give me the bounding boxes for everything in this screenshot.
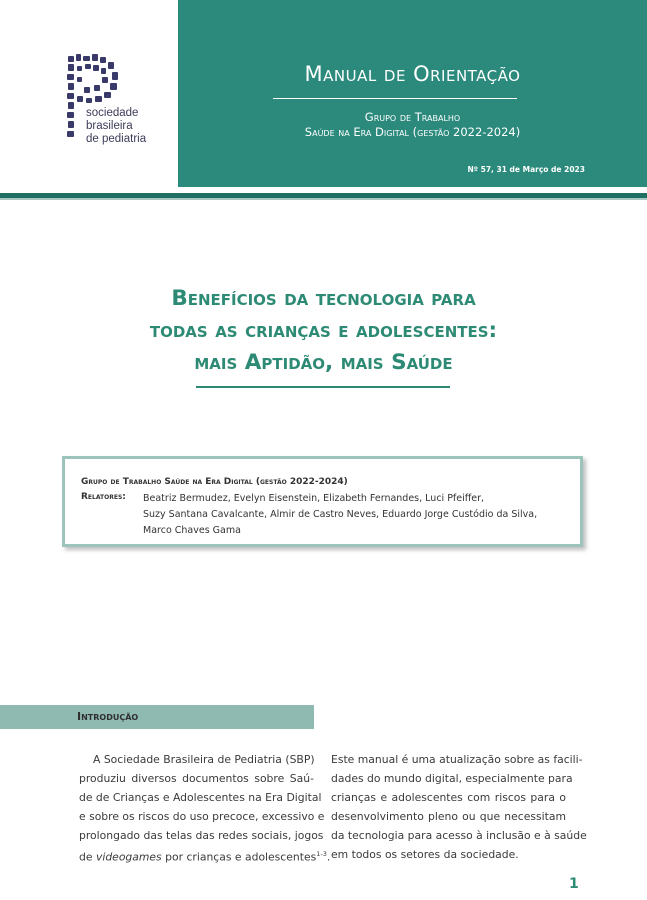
logo-line-1: sociedade — [86, 107, 139, 119]
authors-line-2: Suzy Santana Cavalcante, Almir de Castro Neves, Eduardo Jorge Custódio da Silva, — [143, 509, 538, 520]
page-number: 1 — [569, 876, 579, 892]
manual-title: Manual de Orientação — [304, 62, 521, 86]
right-line-2: dades do mundo digital, especialmente para — [331, 772, 573, 785]
rapporteurs-label: Relatores: — [81, 492, 126, 502]
authors-line-3: Marco Chaves Gama — [143, 525, 241, 536]
right-line-3: crianças e adolescentes com riscos para o — [331, 791, 566, 804]
intro-left-column — [79, 750, 331, 867]
title-underline — [196, 386, 450, 388]
logo-line-3: de pediatria — [86, 133, 147, 145]
right-line-4: desenvolvimento pleno ou que necessitam — [331, 810, 566, 823]
document-title — [0, 283, 647, 379]
intro-heading: Introdução — [77, 710, 139, 723]
edition-date: Nº 57, 31 de Março de 2023 — [467, 165, 585, 174]
left-line-6 — [79, 845, 331, 867]
intro-right-column — [331, 750, 587, 864]
authors-line-1: Beatriz Bermudez, Evelyn Eisenstein, Elizabeth Fernandes, Luci Pfeiffer, — [143, 493, 485, 504]
left-line-6-post: por crianças e adolescentes — [161, 850, 317, 864]
group-line-2: Saúde na Era Digital (gestão 2022-2024) — [304, 125, 521, 139]
sbp-logo — [62, 52, 172, 147]
videogames-term: videogames — [95, 850, 162, 864]
left-line-1: A Sociedade Brasileira de Pediatria (SBP) — [93, 753, 315, 766]
rapporteurs-names — [143, 491, 537, 539]
working-group: Grupo de Trabalho Saúde na Era Digital (gestão 2022-2024) — [81, 477, 348, 487]
right-line-1: Este manual é uma atualização sobre as facili- — [331, 753, 583, 766]
left-line-3: de de Crianças e Adolescentes na Era Digital — [79, 791, 322, 804]
intro-heading-bar — [0, 705, 314, 729]
left-line-2: produziu diversos documentos sobre Saú- — [79, 772, 314, 785]
title-line-1: Benefícios da tecnologia para — [171, 286, 476, 311]
left-line-5: prolongado das telas das redes sociais, jogos — [79, 829, 324, 842]
title-line-2: todas as crianças e adolescentes: — [149, 318, 498, 343]
header-band-light — [0, 198, 647, 200]
right-line-5: da tecnologia para acesso à inclusão e à saúde — [331, 829, 587, 842]
left-line-6-pre: de — [79, 850, 96, 864]
logo-line-2: brasileira — [86, 120, 133, 132]
header-banner — [178, 0, 647, 187]
authors-box — [62, 456, 583, 547]
title-divider — [273, 98, 517, 99]
group-line-1: Grupo de Trabalho — [364, 110, 461, 124]
left-line-6-end: . — [326, 850, 331, 864]
left-line-4: e sobre os riscos do uso precoce, excessivo e — [79, 810, 325, 823]
sbp-logo-text — [86, 107, 146, 146]
right-line-6: em todos os setores da sociedade. — [331, 848, 519, 861]
title-line-3: mais Aptidão, mais Saúde — [194, 350, 453, 375]
citation-superscript: 1-3 — [316, 850, 327, 858]
